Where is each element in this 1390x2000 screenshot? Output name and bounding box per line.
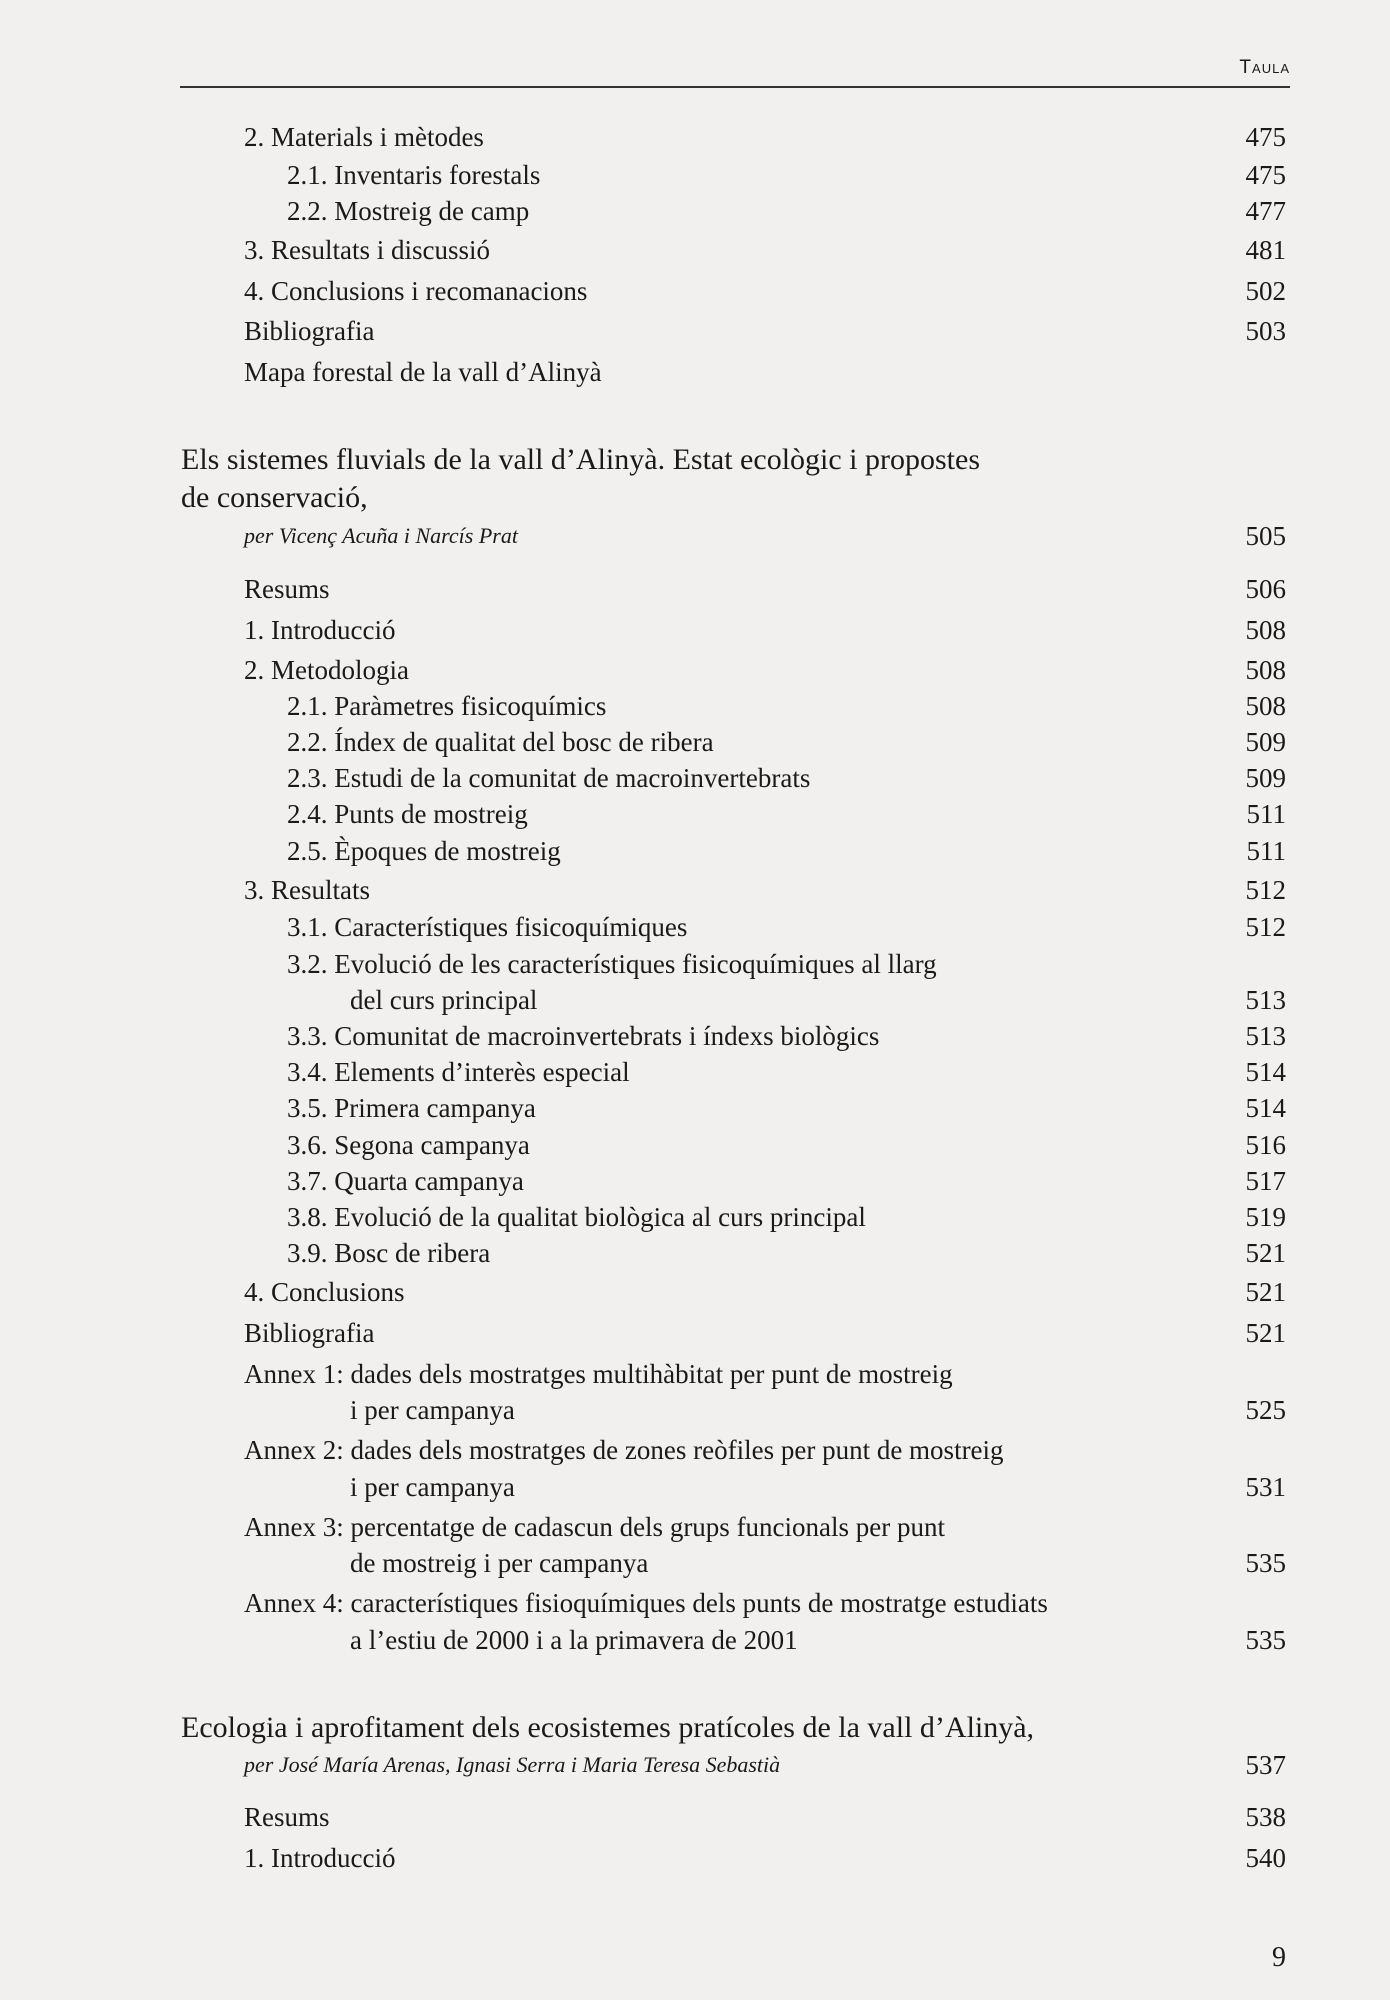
- toc-entry: [0, 1392, 1390, 1428]
- entry-text: Resums: [244, 574, 330, 604]
- page-number: 9: [1272, 1942, 1286, 1973]
- toc-entry: [0, 354, 1390, 390]
- header-rule: [180, 86, 1290, 88]
- entry-page-number: 513: [1245, 985, 1286, 1015]
- toc-entry: [0, 119, 1390, 155]
- entry-page-number: 525: [1245, 1395, 1286, 1425]
- toc-entry: [0, 724, 1390, 760]
- entry-text: 1. Introducció: [244, 615, 396, 645]
- toc-entry: [0, 232, 1390, 268]
- entry-page-number: 508: [1245, 691, 1286, 721]
- entry-text: 2.3. Estudi de la comunitat de macroinvertebrats: [287, 763, 811, 793]
- toc-entry: [0, 909, 1390, 945]
- section-title: [0, 480, 1390, 516]
- entry-page-number: 537: [1245, 1750, 1286, 1780]
- entry-page-number: 519: [1245, 1202, 1286, 1232]
- entry-page-number: 506: [1245, 574, 1286, 604]
- entry-text: a l’estiu de 2000 i a la primavera de 2001: [350, 1625, 798, 1655]
- entry-page-number: 512: [1245, 912, 1286, 942]
- entry-text: Annex 1: dades dels mostratges multihàbitat per punt de mostreig: [244, 1359, 953, 1389]
- entry-text: 3.5. Primera campanya: [287, 1093, 536, 1123]
- section-title: [0, 442, 1390, 478]
- entry-page-number: 508: [1245, 615, 1286, 645]
- entry-page-number: 475: [1245, 160, 1286, 190]
- toc-entry: [0, 313, 1390, 349]
- toc-entry: [0, 1090, 1390, 1126]
- author-line: [0, 1747, 1390, 1783]
- toc-entry: [0, 273, 1390, 309]
- toc-entry: [0, 1054, 1390, 1090]
- entry-text: Resums: [244, 1802, 330, 1832]
- entry-text: de conservació,: [181, 481, 368, 514]
- toc-entry: [0, 571, 1390, 607]
- entry-text: 3.1. Característiques fisicoquímiques: [287, 912, 688, 942]
- toc-entry: [0, 1274, 1390, 1310]
- toc-entry: [0, 193, 1390, 229]
- entry-text: 3.3. Comunitat de macroinvertebrats i índexs biològics: [287, 1021, 880, 1051]
- toc-entry: [0, 760, 1390, 796]
- entry-text: del curs principal: [350, 985, 538, 1015]
- toc-entry: [0, 1235, 1390, 1271]
- entry-page-number: 516: [1245, 1130, 1286, 1160]
- toc-entry: [0, 872, 1390, 908]
- entry-page-number: 509: [1245, 727, 1286, 757]
- entry-text: 3.7. Quarta campanya: [287, 1166, 524, 1196]
- toc-entry: [0, 1799, 1390, 1835]
- section-title: [0, 1710, 1390, 1746]
- entry-page-number: 505: [1245, 521, 1286, 551]
- author-line: [0, 518, 1390, 554]
- entry-text: 3.4. Elements d’interès especial: [287, 1057, 630, 1087]
- entry-page-number: 481: [1245, 235, 1286, 265]
- entry-page-number: 475: [1245, 122, 1286, 152]
- entry-text: 3. Resultats: [244, 875, 370, 905]
- entry-text: 2. Materials i mètodes: [244, 122, 484, 152]
- toc-entry: [0, 833, 1390, 869]
- entry-text: 4. Conclusions: [244, 1277, 405, 1307]
- toc-entry: [0, 1163, 1390, 1199]
- entry-page-number: 508: [1245, 655, 1286, 685]
- entry-text: 3.2. Evolució de les característiques fisicoquímiques al llarg: [287, 949, 937, 979]
- entry-page-number: 531: [1245, 1472, 1286, 1502]
- entry-page-number: 521: [1245, 1318, 1286, 1348]
- entry-text: 2.1. Inventaris forestals: [287, 160, 541, 190]
- entry-text: de mostreig i per campanya: [350, 1548, 649, 1578]
- entry-text: Bibliografia: [244, 316, 375, 346]
- running-header: Taula: [1239, 57, 1290, 78]
- entry-text: 2.5. Èpoques de mostreig: [287, 836, 561, 866]
- entry-page-number: 509: [1245, 763, 1286, 793]
- entry-text: 4. Conclusions i recomanacions: [244, 276, 588, 306]
- toc-entry: [0, 688, 1390, 724]
- toc-entry: [0, 1840, 1390, 1876]
- toc-entry: [0, 652, 1390, 688]
- entry-text: Annex 2: dades dels mostratges de zones reòfiles per punt de mostreig: [244, 1435, 1004, 1465]
- toc-entry: [0, 1509, 1390, 1545]
- entry-text: 2. Metodologia: [244, 655, 409, 685]
- entry-text: Ecologia i aprofitament dels ecosistemes pratícoles de la vall d’Alinyà,: [181, 1711, 1035, 1744]
- entry-page-number: 502: [1245, 276, 1286, 306]
- toc-entry: [0, 157, 1390, 193]
- toc-entry: [0, 946, 1390, 982]
- entry-text: 2.4. Punts de mostreig: [287, 799, 528, 829]
- entry-page-number: 517: [1245, 1166, 1286, 1196]
- entry-page-number: 535: [1245, 1625, 1286, 1655]
- toc-entry: [0, 1585, 1390, 1621]
- entry-page-number: 514: [1245, 1093, 1286, 1123]
- entry-text: Els sistemes fluvials de la vall d’Alinyà. Estat ecològic i propostes: [181, 443, 980, 476]
- entry-page-number: 535: [1245, 1548, 1286, 1578]
- toc-entry: [0, 1018, 1390, 1054]
- entry-page-number: 511: [1246, 836, 1286, 866]
- entry-text: 3.8. Evolució de la qualitat biològica al curs principal: [287, 1202, 866, 1232]
- entry-page-number: 538: [1245, 1802, 1286, 1832]
- entry-text: 1. Introducció: [244, 1843, 396, 1873]
- toc-entry: [0, 1545, 1390, 1581]
- toc-entry: [0, 982, 1390, 1018]
- toc-entry: [0, 1127, 1390, 1163]
- entry-text: 3.9. Bosc de ribera: [287, 1238, 491, 1268]
- entry-text: 2.2. Índex de qualitat del bosc de ribera: [287, 727, 714, 757]
- entry-page-number: 477: [1245, 196, 1286, 226]
- entry-text: Bibliografia: [244, 1318, 375, 1348]
- toc-entry: [0, 1315, 1390, 1351]
- entry-text: per José María Arenas, Ignasi Serra i Maria Teresa Sebastià: [244, 1752, 781, 1777]
- entry-page-number: 521: [1245, 1238, 1286, 1268]
- entry-text: per Vicenç Acuña i Narcís Prat: [244, 523, 518, 548]
- entry-text: 2.2. Mostreig de camp: [287, 196, 530, 226]
- toc-entry: [0, 1622, 1390, 1658]
- entry-page-number: 514: [1245, 1057, 1286, 1087]
- toc-entry: [0, 1356, 1390, 1392]
- entry-text: Annex 4: característiques fisioquímiques dels punts de mostratge estudiats: [244, 1588, 1048, 1618]
- toc-entry: [0, 796, 1390, 832]
- toc-entry: [0, 1199, 1390, 1235]
- entry-text: Mapa forestal de la vall d’Alinyà: [244, 357, 602, 387]
- entry-text: 3. Resultats i discussió: [244, 235, 491, 265]
- toc-entry: [0, 1469, 1390, 1505]
- entry-text: 2.1. Paràmetres fisicoquímics: [287, 691, 607, 721]
- entry-text: i per campanya: [350, 1472, 515, 1502]
- entry-page-number: 503: [1245, 316, 1286, 346]
- entry-page-number: 521: [1245, 1277, 1286, 1307]
- entry-page-number: 513: [1245, 1021, 1286, 1051]
- entry-page-number: 512: [1245, 875, 1286, 905]
- entry-text: 3.6. Segona campanya: [287, 1130, 530, 1160]
- entry-text: i per campanya: [350, 1395, 515, 1425]
- entry-page-number: 540: [1245, 1843, 1286, 1873]
- entry-page-number: 511: [1246, 799, 1286, 829]
- toc-entry: [0, 1432, 1390, 1468]
- entry-text: Annex 3: percentatge de cadascun dels grups funcionals per punt: [244, 1512, 946, 1542]
- toc-entry: [0, 612, 1390, 648]
